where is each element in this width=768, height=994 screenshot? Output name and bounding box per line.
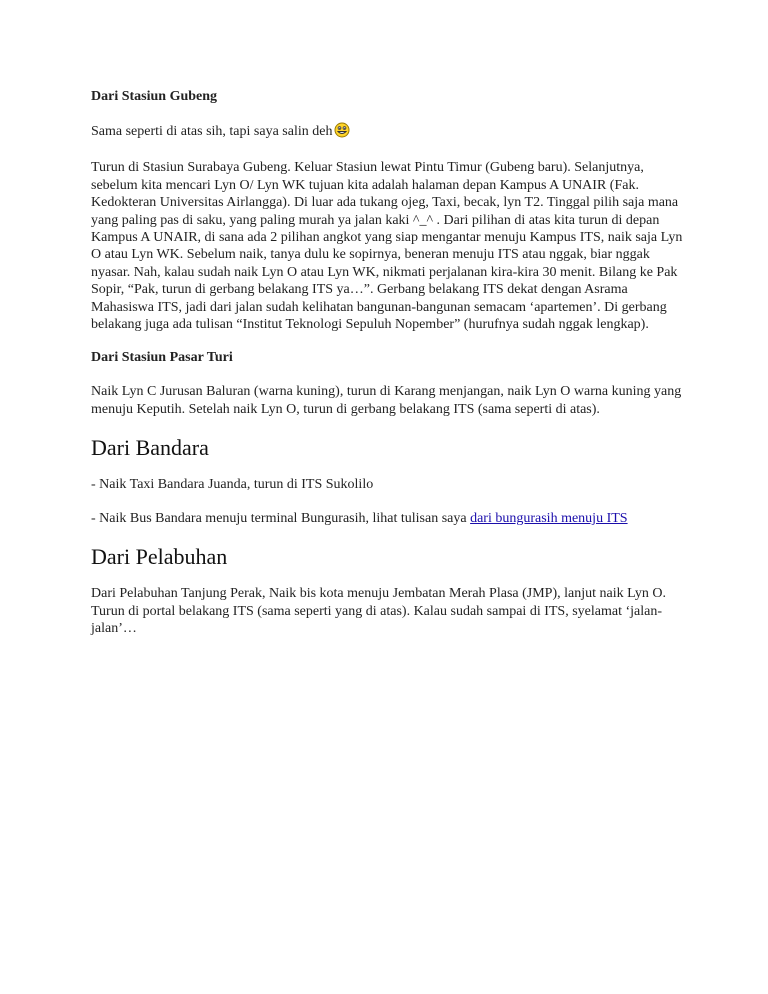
gubeng-body-paragraph: Turun di Stasiun Surabaya Gubeng. Keluar Stasiun lewat Pintu Timur (Gubeng baru). Selanjutnya, sebelum kita mencari Lyn O/ Lyn WK tujuan kita adalah halaman depan Kampus A UNAIR (Fak. Kedokteran Universitas Airlangga). Di luar ada tukang ojeg, Taxi, becak, lyn T2. Tinggal pilih saja mana yang paling pas di saku, yang paling murah ya jalan kaki ^_^ . Dari pilihan di atas kita turun di depan Kampus A UNAIR, di sana ada 2 pilihan angkot yang siap mengantar menuju Kampus ITS, naik saja Lyn O atau Lyn WK. Sebelum naik, tanya dulu ke sopirnya, beneran menuju ITS atau nggak, biar nggak nyasar. Nah, kalau sudah naik Lyn O atau Lyn WK, nikmati perjalanan kira-kira 30 menit. Bilang ke Pak Sopir, “Pak, turun di gerbang belakang ITS ya…”. Gerbang belakang ITS dekat dengan Asrama Mahasiswa ITS, jadi dari jalan sudah kelihatan bangunan-bangunan semacam ‘apartemen’. Di gerbang belakang juga ada tulisan “Institut Teknologi Sepuluh Nopember” (hurufnya sudah nggak lengkap). bbox=[91, 160, 683, 333]
bandara-item-bus-text: - Naik Bus Bandara menuju terminal Bungurasih, lihat tulisan saya bbox=[91, 510, 471, 526]
document-page bbox=[91, 88, 683, 653]
pelabuhan-paragraph: Dari Pelabuhan Tanjung Perak, Naik bis kota menuju Jembatan Merah Plasa (JMP), lanjut naik Lyn O. Turun di portal belakang ITS (sama seperti yang di atas). Kalau sudah sampai di ITS, syelamat ‘jalan-jalan’… bbox=[91, 586, 666, 636]
section-heading-pelabuhan: Dari Pelabuhan bbox=[91, 544, 228, 570]
section-heading-stasiun-pasar-turi: Dari Stasiun Pasar Turi bbox=[91, 350, 233, 366]
bandara-item-taxi: - Naik Taxi Bandara Juanda, turun di ITS Sukolilo bbox=[91, 477, 374, 493]
bandara-item-bus bbox=[91, 510, 683, 527]
section-heading-bandara: Dari Bandara bbox=[91, 435, 209, 461]
gubeng-intro-paragraph bbox=[91, 122, 683, 143]
smiley-face-icon bbox=[334, 122, 350, 143]
bungurasih-link[interactable]: dari bungurasih menuju ITS bbox=[470, 510, 628, 526]
section-heading-stasiun-gubeng: Dari Stasiun Gubeng bbox=[91, 89, 218, 104]
pasar-turi-paragraph: Naik Lyn C Jurusan Baluran (warna kuning), turun di Karang menjangan, naik Lyn O warna kuning yang menuju Keputih. Setelah naik Lyn O, turun di gerbang belakang ITS (sama seperti di atas). bbox=[91, 384, 682, 417]
gubeng-intro-text: Sama seperti di atas sih, tapi saya salin deh bbox=[91, 124, 333, 139]
